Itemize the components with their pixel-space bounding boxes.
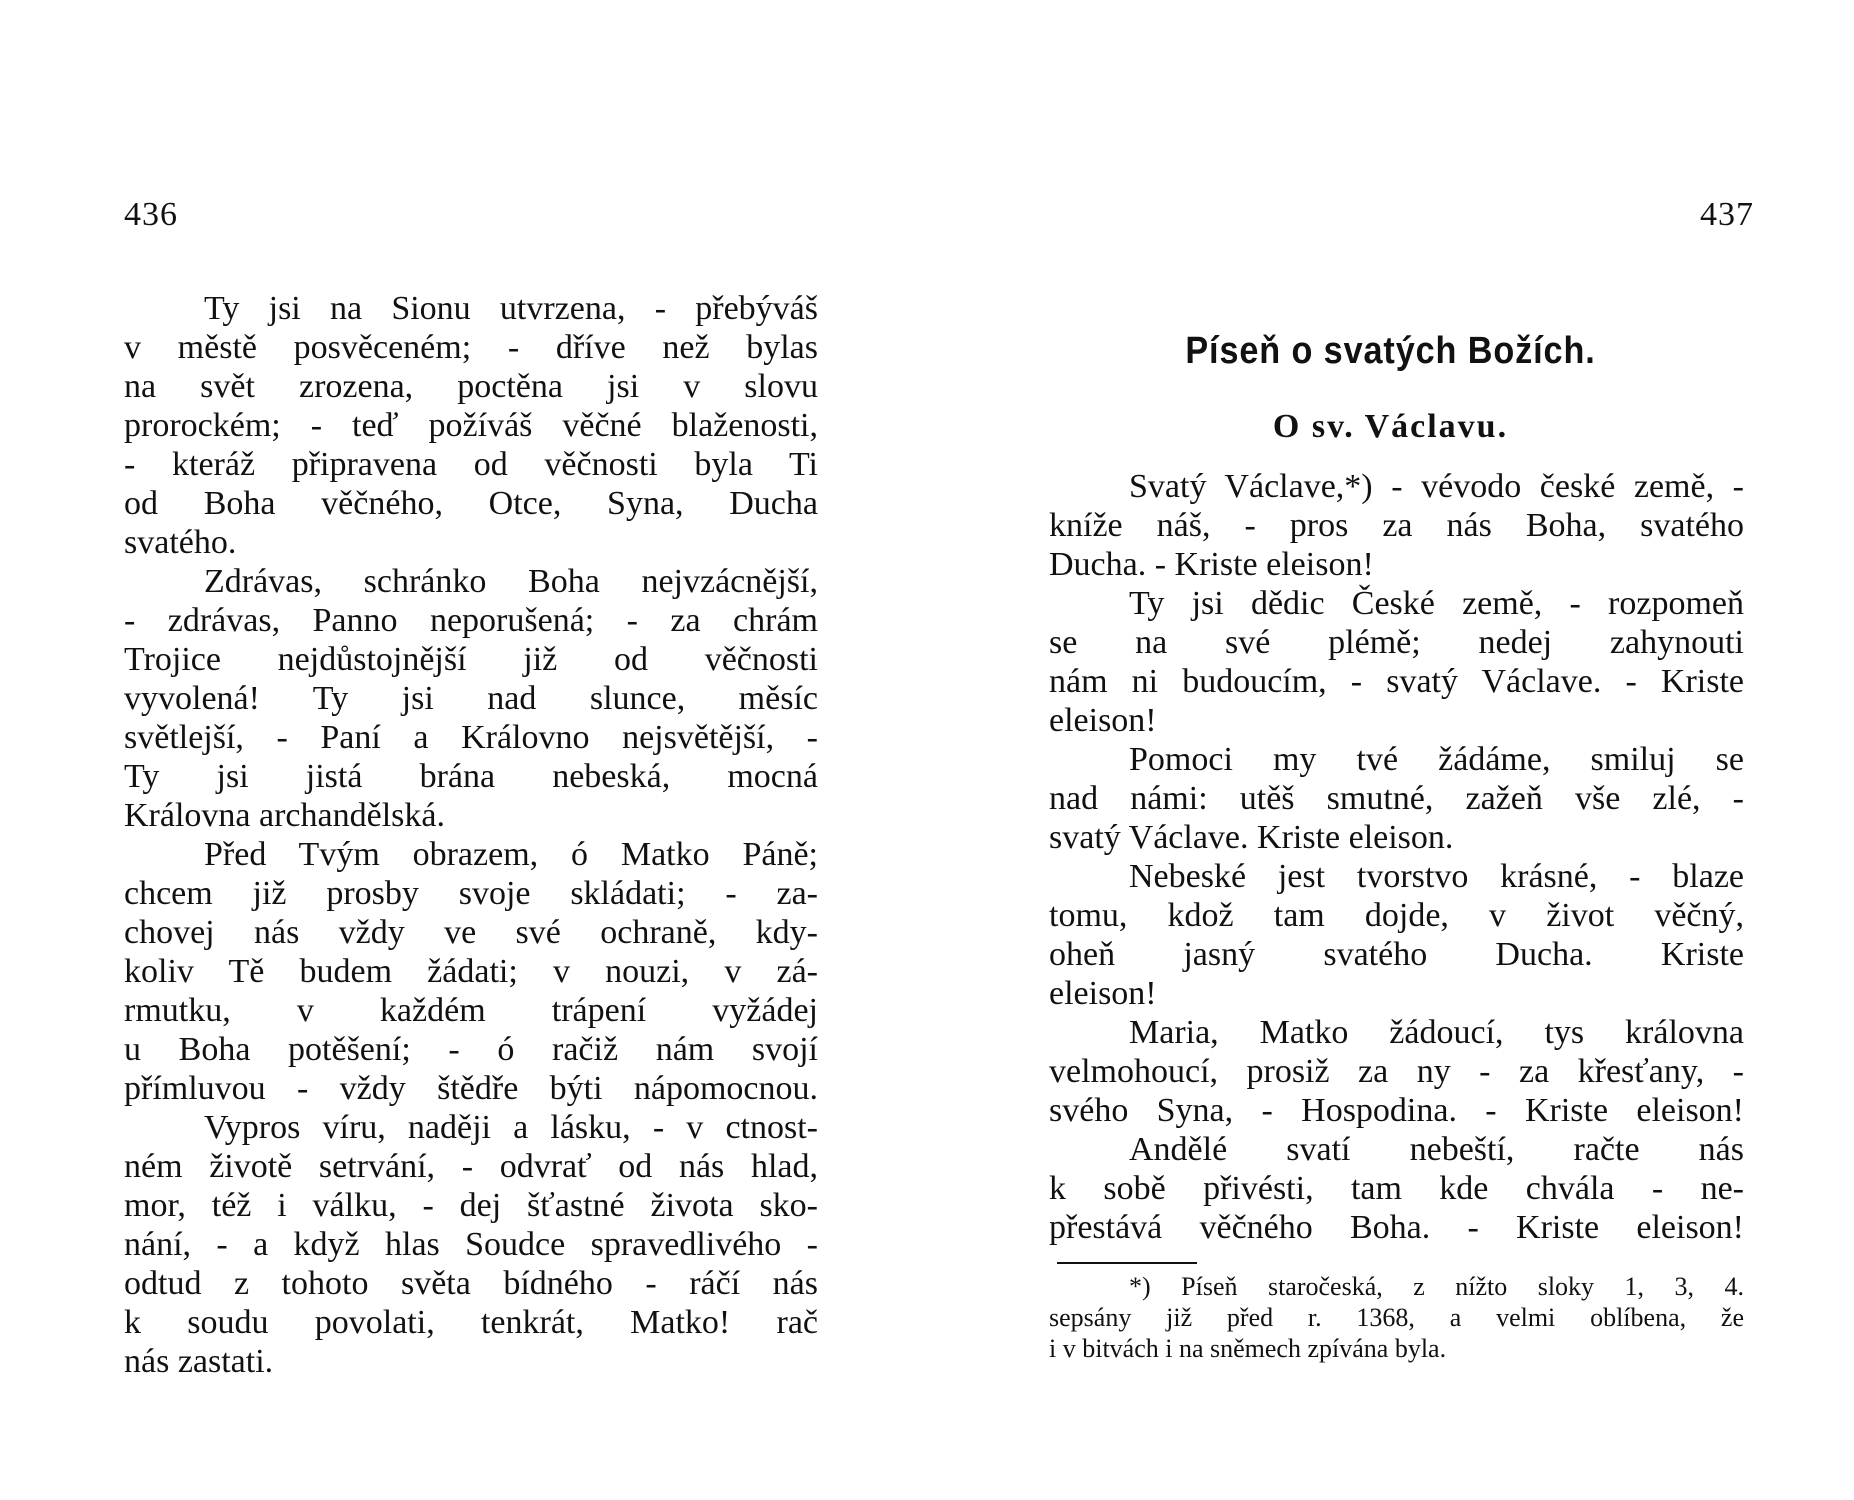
text-line: Maria, Matko žádoucí, tys královna [1129, 1014, 1744, 1051]
text-line: svatý Václave. Kriste eleison. [1049, 819, 1454, 856]
text-line: Zdrávas, schránko Boha nejvzácnější, [204, 563, 818, 600]
text-line: Před Tvým obrazem, ó Matko Páně; [204, 836, 818, 873]
text-line: oheň jasný svatého Ducha. Kriste [1049, 936, 1744, 973]
text-line: Vypros víru, naději a lásku, - v ctnost- [204, 1109, 818, 1146]
text-line: odtud z tohoto světa bídného - ráčí nás [124, 1265, 818, 1302]
text-line: k sobě přivésti, tam kde chvála - ne- [1049, 1170, 1744, 1207]
text-line: chcem již prosby svoje skládati; - za- [124, 875, 818, 912]
text-line: Ty jsi jistá brána nebeská, mocná [124, 758, 818, 795]
text-line: Ducha. - Kriste eleison! [1049, 546, 1374, 583]
footnote-divider [1057, 1262, 1197, 1264]
text-line: kníže náš, - pros za nás Boha, svatého [1049, 507, 1744, 544]
text-line: Andělé svatí nebeští, račte nás [1129, 1131, 1744, 1168]
text-line: Pomoci my tvé žádáme, smiluj se [1129, 741, 1744, 778]
text-line: nání, - a když hlas Soudce spravedlivého - [124, 1226, 818, 1263]
text-line: eleison! [1049, 702, 1157, 739]
footnote-line: *) Píseň staročeská, z nížto sloky 1, 3, 4. [1129, 1272, 1744, 1301]
text-line: Ty jsi dědic České země, - rozpomeň [1129, 585, 1744, 622]
text-line: Svatý Václave,*) - vévodo české země, - [1129, 468, 1744, 505]
text-line: svého Syna, - Hospodina. - Kriste eleison! [1049, 1092, 1744, 1129]
text-line: - kteráž připravena od věčnosti byla Ti [124, 446, 818, 483]
text-line: nás zastati. [124, 1343, 274, 1380]
footnote-line: i v bitvách i na sněmech zpívána byla. [1049, 1334, 1447, 1363]
text-line: se na své plémě; nedej zahynouti [1049, 624, 1744, 661]
text-line: chovej nás vždy ve své ochraně, kdy- [124, 914, 818, 951]
right-page [927, 0, 1854, 1500]
text-line: nám ni budoucím, - svatý Václave. - Kriste [1049, 663, 1744, 700]
left-page [0, 0, 900, 1500]
song-subtitle: O sv. Václavu. [1272, 408, 1509, 445]
text-line: - zdrávas, Panno neporušená; - za chrám [124, 602, 818, 639]
text-line: Ty jsi na Sionu utvrzena, - přebýváš [204, 290, 818, 327]
text-line: světlejší, - Paní a Královno nejsvětější, - [124, 719, 818, 756]
text-line: velmohoucí, prosiž za ny - za křesťany, - [1049, 1053, 1744, 1090]
text-line: ném životě setrvání, - odvrať od nás hlad, [124, 1148, 818, 1185]
text-line: mor, též i válku, - dej šťastné života sko- [124, 1187, 818, 1224]
text-line: vyvolená! Ty jsi nad slunce, měsíc [124, 680, 818, 717]
text-line: eleison! [1049, 975, 1157, 1012]
text-line: Královna archandělská. [124, 797, 445, 834]
page-number-left: 436 [124, 196, 178, 233]
text-line: tomu, kdož tam dojde, v život věčný, [1049, 897, 1744, 934]
text-line: od Boha věčného, Otce, Syna, Ducha [124, 485, 818, 522]
page-number-right: 437 [1700, 196, 1754, 233]
text-line: koliv Tě budem žádati; v nouzi, v zá- [124, 953, 818, 990]
song-title: Píseň o svatých Božích. [1185, 330, 1596, 372]
text-line: Trojice nejdůstojnější již od věčnosti [124, 641, 818, 678]
song-text [1049, 467, 1744, 1247]
text-line: v městě posvěceném; - dříve než bylas [124, 329, 818, 366]
footnote-line: sepsány již před r. 1368, a velmi oblíbena, že [1049, 1303, 1744, 1332]
text-line: přímluvou - vždy štědře býti nápomocnou. [124, 1070, 818, 1107]
text-line: přestává věčného Boha. - Kriste eleison! [1049, 1209, 1744, 1246]
text-line: Nebeské jest tvorstvo krásné, - blaze [1129, 858, 1744, 895]
footnote [1049, 1271, 1744, 1364]
text-line: rmutku, v každém trápení vyžádej [124, 992, 818, 1029]
prayer-text [124, 289, 818, 1381]
text-line: na svět zrozena, poctěna jsi v slovu [124, 368, 818, 405]
text-line: k soudu povolati, tenkrát, Matko! rač [124, 1304, 818, 1341]
text-line: u Boha potěšení; - ó račiž nám svojí [124, 1031, 818, 1068]
text-line: svatého. [124, 524, 237, 561]
text-line: prorockém; - teď požíváš věčné blaženosti, [124, 407, 818, 444]
text-line: nad námi: utěš smutné, zažeň vše zlé, - [1049, 780, 1744, 817]
